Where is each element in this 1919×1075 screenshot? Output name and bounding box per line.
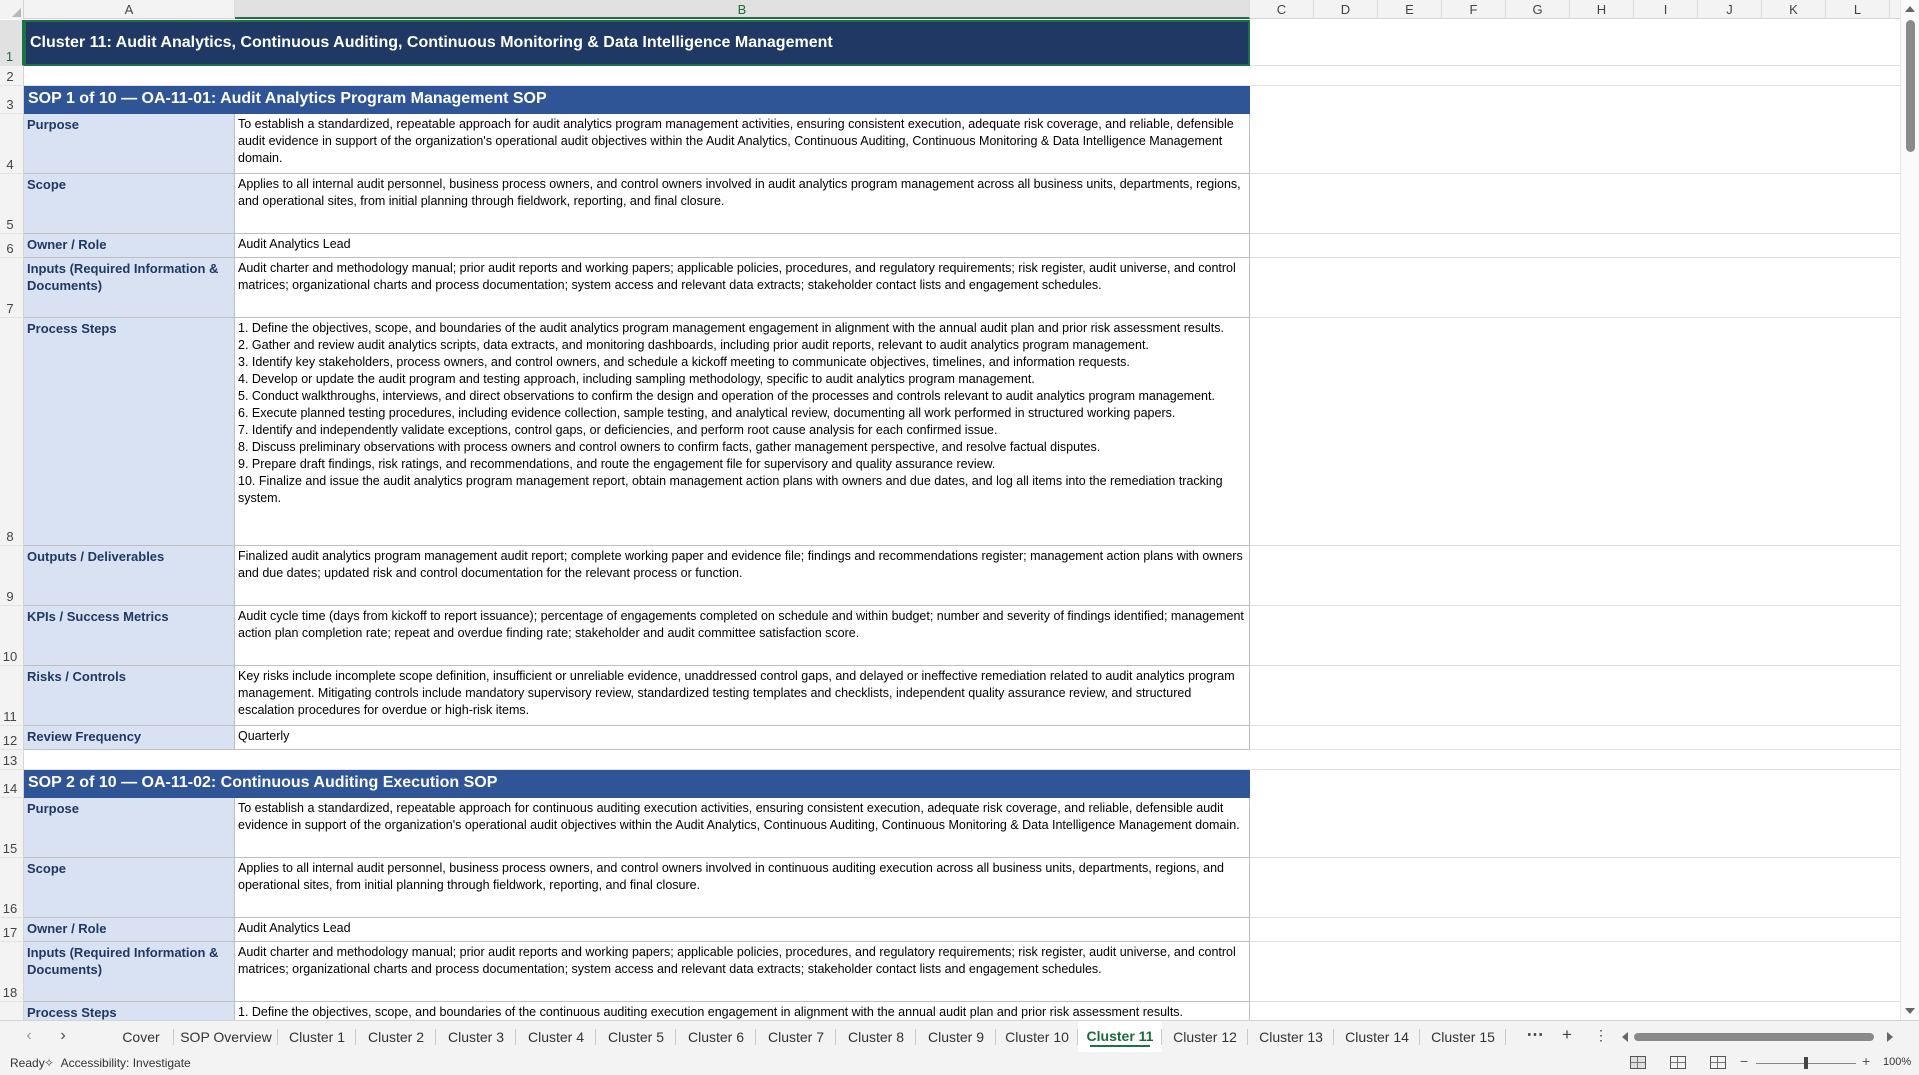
field-value-cell[interactable]: Audit charter and methodology manual; prior audit reports and working papers; applicable policies, procedures, and regulatory requirements; risk register, audit universe, and control matrices; organizational charts and process documentation; system access and relevant data extracts; stakeholder contact lists and engagement schedules. (235, 942, 1250, 1002)
sheet-tab-cluster-11[interactable] (1078, 1021, 1162, 1052)
field-label-cell[interactable]: Owner / Role (24, 918, 235, 942)
sheet-row-2 (0, 66, 1900, 86)
sheet-tab-label: Cluster 2 (367, 1029, 425, 1045)
row-number: 5 (6, 217, 14, 232)
field-value-cell[interactable]: Audit charter and methodology manual; prior audit reports and working papers; applicable policies, procedures, and regulatory requirements; risk register, audit universe, and control matrices; organizational charts and process documentation; system access and relevant data extracts; stakeholder contact lists and engagement schedules. (235, 258, 1250, 318)
row-number: 13 (2, 753, 18, 768)
row-header-12[interactable] (0, 726, 24, 750)
sheet-row-12 (0, 726, 1900, 750)
accessibility-icon: ✧ (44, 1056, 55, 1070)
field-label-cell[interactable]: Process Steps (24, 318, 235, 546)
sheet-tab-cluster-4[interactable] (516, 1021, 596, 1052)
zoom-in-icon[interactable]: + (1862, 1053, 1871, 1069)
field-value-cell[interactable]: To establish a standardized, repeatable approach for audit analytics program management activities, ensuring consistent execution, adequate risk coverage, and reliable, defensible audit evidence in support of the organization's operational audit objectives within the Audit Analytics, Continuous Auditing, Continuous Monitoring & Data Intelligence Management domain. (235, 114, 1250, 174)
sheet-row-18 (0, 942, 1900, 1002)
horizontal-scroll-thumb[interactable] (1634, 1033, 1874, 1041)
column-header-g[interactable]: G (1506, 0, 1570, 19)
column-header-l[interactable]: L (1826, 0, 1890, 19)
sheet-tab-label: Cluster 12 (1173, 1029, 1237, 1045)
scroll-left-icon[interactable] (1622, 1032, 1628, 1042)
row-header-15[interactable] (0, 798, 24, 858)
field-label-cell[interactable]: Review Frequency (24, 726, 235, 750)
column-header-c[interactable]: C (1250, 0, 1314, 19)
sheet-tab-cluster-13[interactable] (1248, 1021, 1334, 1052)
sheet-tab-label: Cluster 3 (447, 1029, 505, 1045)
row-header-16[interactable] (0, 858, 24, 918)
field-label-cell[interactable]: Owner / Role (24, 234, 235, 258)
row-number: 4 (6, 157, 14, 172)
sheet-tab-cluster-6[interactable] (676, 1021, 756, 1052)
scroll-up-icon[interactable] (1905, 6, 1915, 12)
accessibility-button[interactable] (44, 1056, 191, 1070)
sheet-row-8 (0, 318, 1900, 546)
sheet-tab-cluster-2[interactable] (356, 1021, 436, 1052)
sheet-tab-cluster-15[interactable] (1420, 1021, 1506, 1052)
sheet-row-17 (0, 918, 1900, 942)
zoom-knob[interactable] (1804, 1057, 1808, 1069)
column-header-f[interactable]: F (1442, 0, 1506, 19)
scroll-right-icon[interactable] (1887, 1032, 1893, 1042)
sheet-tab-sop-overview[interactable] (174, 1021, 278, 1052)
column-header-h[interactable]: H (1570, 0, 1634, 19)
field-label-cell[interactable]: Outputs / Deliverables (24, 546, 235, 606)
row-header-11[interactable] (0, 666, 24, 726)
cluster-title-cell[interactable]: Cluster 11: Audit Analytics, Continuous Auditing, Continuous Monitoring & Data Intelligence Management (24, 20, 1250, 66)
status-ready: Ready (10, 1056, 45, 1070)
accessibility-label: Accessibility: Investigate (60, 1056, 191, 1070)
sheet-row-9 (0, 546, 1900, 606)
row-header-4[interactable] (0, 114, 24, 174)
sheet-tab-label: Cluster 9 (927, 1029, 985, 1045)
sheet-tab-bar (0, 1020, 1919, 1052)
sheet-tab-cluster-1[interactable] (278, 1021, 356, 1052)
prev-sheet-icon[interactable]: ‹ (26, 1027, 32, 1044)
column-header-k[interactable]: K (1762, 0, 1826, 19)
row-header-17[interactable] (0, 918, 24, 942)
sop-heading-cell[interactable]: SOP 1 of 10 — OA-11-01: Audit Analytics Program Management SOP (24, 86, 1250, 114)
zoom-slider[interactable] (1740, 1055, 1880, 1071)
row-number: 10 (2, 649, 18, 664)
next-sheet-icon[interactable]: › (60, 1027, 66, 1044)
sheet-tab-cluster-14[interactable] (1334, 1021, 1420, 1052)
row-number: 2 (6, 69, 14, 84)
sheet-row-13 (0, 750, 1900, 770)
field-label-cell[interactable]: Process Steps (24, 1002, 235, 1062)
row-number: 17 (2, 925, 18, 940)
row-header-7[interactable] (0, 258, 24, 318)
sheet-tab-label: Cluster 13 (1259, 1029, 1323, 1045)
row-header-3[interactable] (0, 86, 24, 114)
row-number: 15 (2, 841, 18, 856)
field-label-cell[interactable]: Purpose (24, 798, 235, 858)
field-label-cell[interactable]: Purpose (24, 114, 235, 174)
sheet-tab-label: Cluster 7 (767, 1029, 825, 1045)
row-header-13[interactable] (0, 750, 24, 770)
row-header-6[interactable] (0, 234, 24, 258)
sheet-row-11 (0, 666, 1900, 726)
zoom-percentage[interactable]: 100% (1883, 1056, 1912, 1068)
sheet-tab-cluster-10[interactable] (996, 1021, 1078, 1052)
field-label-cell[interactable]: Scope (24, 174, 235, 234)
sheet-tab-label: Cluster 11 (1086, 1028, 1154, 1044)
column-header-e[interactable]: E (1378, 0, 1442, 19)
sheet-row-3 (0, 86, 1900, 114)
sheet-tab-label: Cluster 10 (1005, 1029, 1069, 1045)
row-header-5[interactable] (0, 174, 24, 234)
sheet-tab-cover[interactable] (108, 1021, 174, 1052)
row-header-8[interactable] (0, 318, 24, 546)
field-value-cell[interactable]: Finalized audit analytics program management audit report; complete working paper and evidence file; findings and recommendations register; management action plans with owners and due dates; updated risk and control documentation for the relevant process or function. (235, 546, 1250, 606)
field-label-cell[interactable]: Risks / Controls (24, 666, 235, 726)
sheet-row-7 (0, 258, 1900, 318)
row-number: 16 (2, 901, 18, 916)
sheet-tab-label: Cluster 1 (288, 1029, 346, 1045)
row-number: 9 (6, 589, 14, 604)
field-label-cell[interactable]: Inputs (Required Information & Documents) (24, 258, 235, 318)
column-header-d[interactable]: D (1314, 0, 1378, 19)
sheet-row-4 (0, 114, 1900, 174)
scroll-down-icon[interactable] (1905, 1008, 1915, 1014)
active-tab-underline (1090, 1045, 1150, 1047)
vertical-ellipsis-icon[interactable]: ⋮ (1594, 1027, 1608, 1043)
row-header-10[interactable] (0, 606, 24, 666)
sheet-tab-cluster-8[interactable] (836, 1021, 916, 1052)
column-header-j[interactable]: J (1698, 0, 1762, 19)
field-label-cell[interactable]: Inputs (Required Information & Documents) (24, 942, 235, 1002)
sheet-tab-label: Cluster 6 (687, 1029, 745, 1045)
column-header-b[interactable]: B (235, 0, 1250, 19)
row-header-9[interactable] (0, 546, 24, 606)
row-header-14[interactable] (0, 770, 24, 798)
field-value-cell[interactable]: Audit Analytics Lead (235, 234, 1250, 258)
field-label-cell[interactable]: Scope (24, 858, 235, 918)
sheet-tab-label: Cluster 15 (1431, 1029, 1495, 1045)
row-number: 11 (3, 709, 17, 724)
zoom-out-icon[interactable]: − (1740, 1053, 1749, 1069)
field-value-cell[interactable]: Quarterly (235, 726, 1250, 750)
sheet-tab-label: Cluster 8 (847, 1029, 905, 1045)
row-header-18[interactable] (0, 942, 24, 1002)
sheet-tab-cluster-5[interactable] (596, 1021, 676, 1052)
sop-heading-cell[interactable]: SOP 2 of 10 — OA-11-02: Continuous Auditing Execution SOP (24, 770, 1250, 798)
row-number: 7 (6, 301, 14, 316)
sheet-row-16 (0, 858, 1900, 918)
row-number: 3 (6, 97, 14, 112)
field-value-cell[interactable]: Audit cycle time (days from kickoff to report issuance); percentage of engagements completed on schedule and within budget; number and severity of findings identified; management action plan completion rate; repeat and overdue finding rate; stakeholder and audit committee satisfaction score. (235, 606, 1250, 666)
sheet-tab-label: Cluster 4 (527, 1029, 585, 1045)
field-value-cell[interactable]: Key risks include incomplete scope definition, insufficient or unreliable evidence, unaddressed control gaps, and delayed or ineffective remediation related to audit analytics program management. Mitigating controls include mandatory supervisory review, standardized testing templates and checklists, independent quality assurance review, and structured escalation procedures for overdue or high-risk items. (235, 666, 1250, 726)
sheet-tab-cluster-12[interactable] (1162, 1021, 1248, 1052)
row-number: 1 (5, 49, 14, 64)
field-label-cell[interactable]: KPIs / Success Metrics (24, 606, 235, 666)
field-value-cell[interactable]: To establish a standardized, repeatable approach for continuous auditing execution activities, ensuring consistent execution, adequate risk coverage, and reliable, defensible audit evidence in support of the organization's operational audit objectives within the Audit Analytics, Continuous Auditing, Continuous Monitoring & Data Intelligence Management domain. (235, 798, 1250, 858)
ellipsis-icon[interactable]: ⋯ (1526, 1025, 1544, 1044)
field-value-cell[interactable]: Applies to all internal audit personnel, business process owners, and control owners involved in continuous auditing execution across all business units, departments, regions, and operational sites, from initial planning through fieldwork, reporting, and final closure. (235, 858, 1250, 918)
column-header-a[interactable]: A (24, 0, 235, 19)
select-all-corner[interactable] (0, 0, 24, 19)
row-number: 6 (6, 241, 14, 256)
vertical-scroll-thumb[interactable] (1906, 20, 1915, 152)
vertical-scrollbar[interactable] (1900, 0, 1919, 1020)
row-header-1[interactable] (0, 20, 24, 66)
sheet-tab-label: Cluster 14 (1345, 1029, 1409, 1045)
sheet-tab-cluster-9[interactable] (916, 1021, 996, 1052)
column-headers (0, 0, 1900, 19)
page-break-view-icon[interactable] (1710, 1056, 1726, 1069)
sheet-tab-cluster-7[interactable] (756, 1021, 836, 1052)
sheet-row-5 (0, 174, 1900, 234)
sheet-tab-label: Cluster 5 (607, 1029, 665, 1045)
sheet-row-15 (0, 798, 1900, 858)
field-value-cell[interactable]: 1. Define the objectives, scope, and boundaries of the continuous auditing execution engagement in alignment with the annual audit plan and prior risk assessment results. (235, 1002, 1250, 1062)
row-number: 8 (6, 529, 14, 544)
sheet-row-6 (0, 234, 1900, 258)
row-number: 18 (2, 985, 18, 1000)
horizontal-scrollbar[interactable] (1620, 1031, 1895, 1043)
field-value-cell[interactable]: Audit Analytics Lead (235, 918, 1250, 942)
plus-icon[interactable]: + (1562, 1025, 1572, 1044)
row-number: 14 (2, 781, 18, 796)
column-header-i[interactable]: I (1634, 0, 1698, 19)
sheet-tab-cluster-3[interactable] (436, 1021, 516, 1052)
row-number: 12 (2, 733, 18, 748)
sheet-row-1 (0, 20, 1900, 66)
page-layout-view-icon[interactable] (1670, 1056, 1686, 1069)
field-value-cell[interactable]: 1. Define the objectives, scope, and boundaries of the audit analytics program management engagement in alignment with the annual audit plan and prior risk assessment results. 2. Gather and review audit analytics scripts, data extracts, and monitoring dashboards, including prior audit reports, relevant to audit analytics program management. 3. Identify key stakeholders, process owners, and control owners, and schedule a kickoff meeting to communicate objectives, timelines, and information requests. 4. Develop or update the audit program and testing approach, including sampling methodology, specific to audit analytics program management. 5. Conduct walkthroughs, interviews, and direct observations to confirm the design and operation of the processes and controls relevant to audit analytics program management. 6. Execute planned testing procedures, including evidence collection, sample testing, and analytical review, documenting all work performed in structured working papers. 7. Identify and independently validate exceptions, control gaps, or deficiencies, and perform root cause analysis for each confirmed issue. 8. Discuss preliminary observations with process owners and control owners to confirm facts, gather management perspective, and resolve factual disputes. 9. Prepare draft findings, risk ratings, and recommendations, and route the engagement file for supervisory and quality assurance review. 10. Finalize and issue the audit analytics program management report, obtain management action plans with owners and due dates, and log all items into the remediation tracking system. (235, 318, 1250, 546)
sheet-tab-label: Cover (122, 1029, 160, 1045)
row-header-2[interactable] (0, 66, 24, 86)
normal-view-icon[interactable] (1630, 1056, 1646, 1069)
status-bar (0, 1052, 1919, 1075)
sheet-row-10 (0, 606, 1900, 666)
field-value-cell[interactable]: Applies to all internal audit personnel, business process owners, and control owners involved in audit analytics program management across all business units, departments, regions, and operational sites, from initial planning through fieldwork, reporting, and final closure. (235, 174, 1250, 234)
sheet-tab-label: SOP Overview (180, 1029, 272, 1045)
sheet-row-14 (0, 770, 1900, 798)
